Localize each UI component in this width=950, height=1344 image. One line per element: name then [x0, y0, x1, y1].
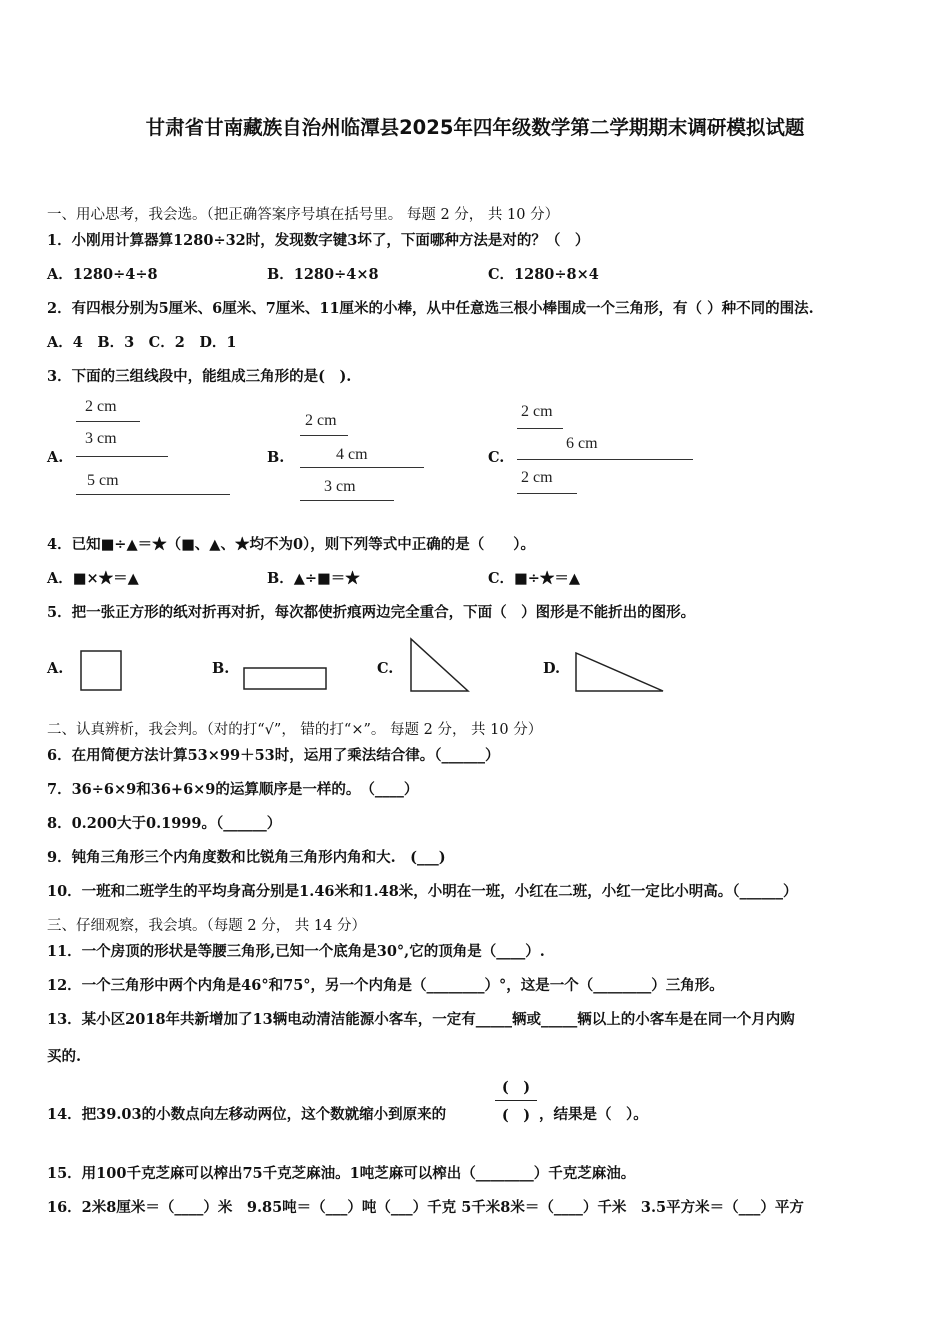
section-3-heading: 三、仔细观察，我会填。（每题 2 分， 共 14 分） [47, 918, 366, 934]
question-5: 5．把一张正方形的纸对折再对折，每次都使折痕两边完全重合，下面（ ）图形是不能折出的图形。 [47, 604, 696, 621]
page-title: 甘肃省甘南藏族自治州临潭县2025年四年级数学第二学期期末调研模拟试题 [145, 116, 805, 139]
question-13-line-1: 13．某小区2018年共新增加了13辆电动清洁能源小客车，一定有_____辆或_____辆以上的小客车是在同一个月内购 [47, 1011, 795, 1028]
question-12: 12．一个三角形中两个内角是46°和75°，另一个内角是（________）°，这是一个（________）三角形。 [47, 977, 724, 994]
q3b-seg3-label: 3 cm [324, 478, 356, 495]
q1-option-a: A．1280÷4÷8 [47, 266, 158, 283]
question-16: 16．2米8厘米＝（____）米 9.85吨＝（___）吨（___）千克 5千米8米＝（____）千米 3.5平方米＝（___）平方 [47, 1199, 804, 1216]
q1-option-c: C．1280÷8×4 [488, 266, 599, 283]
q3c-seg2 [517, 459, 693, 460]
q3-option-c-label: C. [488, 449, 505, 466]
section-2-heading: 二、认真辨析，我会判。（对的打“√”， 错的打“×”。 每题 2 分， 共 10 分） [47, 722, 543, 738]
section-1-heading: 一、用心思考，我会选。（把正确答案序号填在括号里。 每题 2 分， 共 10 分） [47, 207, 560, 223]
q5-right-triangle-figure [573, 650, 667, 694]
q3b-seg2 [300, 467, 424, 468]
question-3: 3．下面的三组线段中，能组成三角形的是( ). [47, 368, 352, 385]
q3a-seg3-label: 5 cm [87, 472, 119, 489]
q5-option-a-label: A. [47, 660, 64, 677]
q3a-seg3 [76, 494, 230, 495]
q3c-seg1-label: 2 cm [521, 403, 553, 420]
q14-fraction-bar [495, 1100, 537, 1101]
q14-fraction-numerator: ( ) [501, 1079, 531, 1096]
question-10: 10．一班和二班学生的平均身高分别是1.46米和1.48米，小明在一班，小红在二班，小红一定比小明高。（______） [47, 883, 798, 900]
q3b-seg1-label: 2 cm [305, 412, 337, 429]
q3-option-b-label: B. [267, 449, 285, 466]
q3b-seg1 [300, 435, 348, 436]
q5-right-isosceles-triangle-figure [408, 636, 472, 694]
question-1: 1．小刚用计算器算1280÷32时，发现数字键3坏了，下面哪种方法是对的？（ ） [47, 232, 590, 249]
q3c-seg3 [517, 493, 577, 494]
q3a-seg1-label: 2 cm [85, 398, 117, 415]
q3-option-a-label: A. [47, 449, 64, 466]
question-7: 7．36÷6×9和36+6×9的运算顺序是一样的。 （____） [47, 781, 419, 798]
question-2: 2．有四根分别为5厘米、6厘米、7厘米、11厘米的小棒，从中任意选三根小棒围成一个三角形，有（ ）种不同的围法. [47, 300, 814, 317]
question-14-text: 14．把39.03的小数点向左移动两位，这个数就缩小到原来的 [47, 1106, 447, 1123]
q1-option-b: B．1280÷4×8 [267, 266, 379, 283]
question-14-tail: ，结果是（ ）。 [539, 1106, 648, 1123]
q5-option-c-label: C. [377, 660, 394, 677]
q3a-seg2 [76, 456, 168, 457]
q5-square-figure [80, 650, 124, 692]
q14-fraction-denominator: ( ) [501, 1107, 531, 1124]
q5-option-b-label: B. [212, 660, 230, 677]
question-4: 4．已知■÷▲＝★（■、▲、★均不为0），则下列等式中正确的是（ ）。 [47, 536, 536, 553]
question-15: 15．用100千克芝麻可以榨出75千克芝麻油。1吨芝麻可以榨出（________）千克芝麻油。 [47, 1165, 636, 1182]
question-8: 8．0.200大于0.1999。（______） [47, 815, 282, 832]
q2-options: A．4 B．3 C．2 D．1 [47, 334, 237, 351]
q3b-seg2-label: 4 cm [336, 446, 368, 463]
q3c-seg2-label: 6 cm [566, 435, 598, 452]
q5-option-d-label: D. [543, 660, 561, 677]
q4-option-b: B．▲÷■＝★ [267, 570, 360, 587]
question-13-line-2: 买的. [47, 1048, 82, 1065]
q5-rectangle-figure [243, 667, 329, 691]
question-11: 11．一个房顶的形状是等腰三角形,已知一个底角是30°,它的顶角是（____）. [47, 943, 545, 960]
question-9: 9．钝角三角形三个内角度数和比锐角三角形内角和大. (___) [47, 849, 446, 866]
q4-option-a: A．■×★＝▲ [47, 570, 139, 587]
q3b-seg3 [300, 500, 394, 501]
q3a-seg2-label: 3 cm [85, 430, 117, 447]
q4-option-c: C．■÷★＝▲ [488, 570, 581, 587]
question-6: 6．在用简便方法计算53×99＋53时，运用了乘法结合律。（______） [47, 747, 500, 764]
q3c-seg1 [517, 428, 563, 429]
q3a-seg1 [76, 421, 140, 422]
q3c-seg3-label: 2 cm [521, 469, 553, 486]
